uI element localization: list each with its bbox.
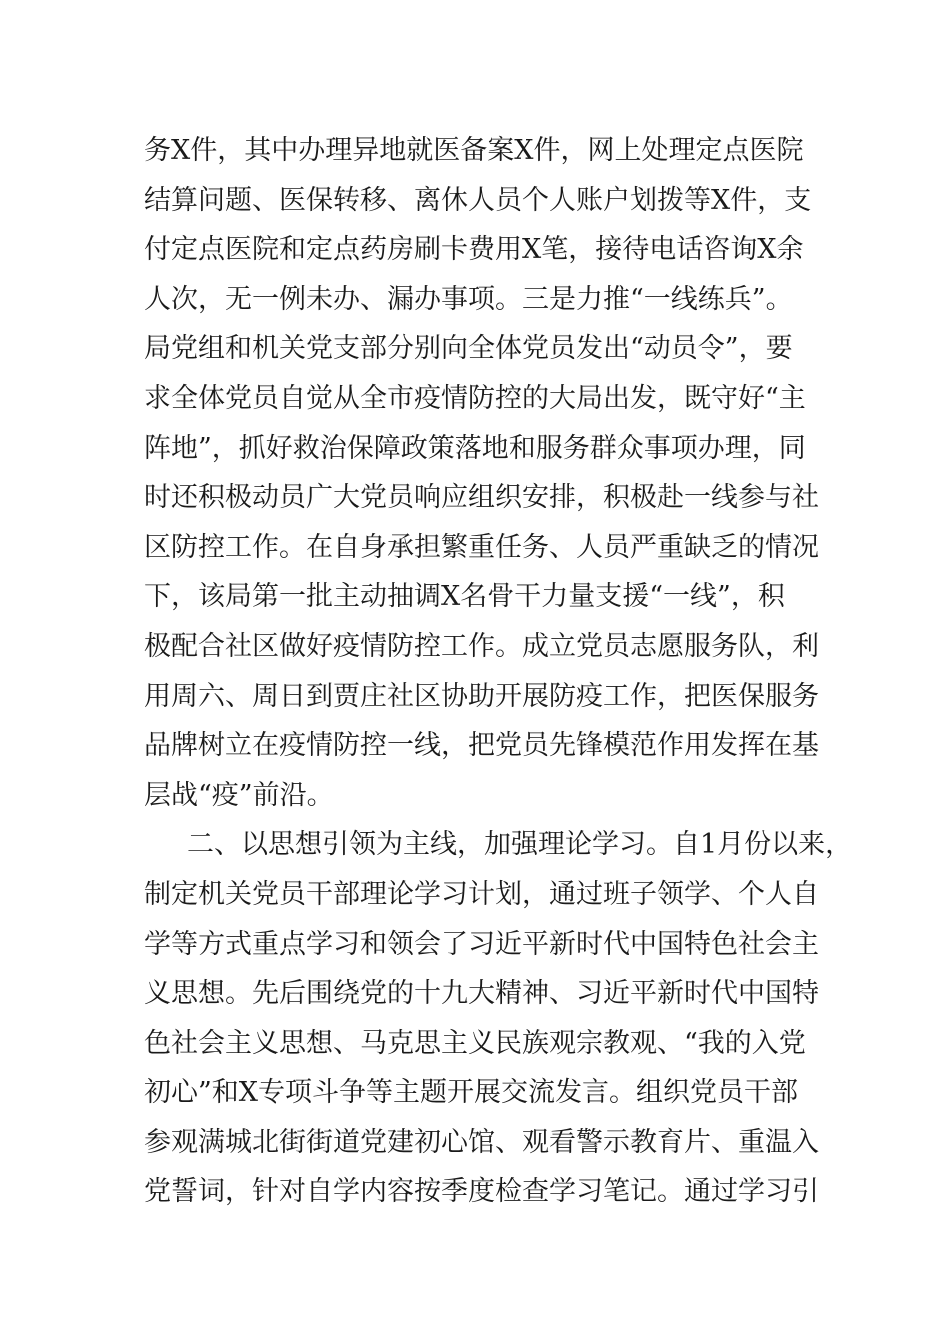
body-text: [144, 126, 853, 1217]
text-line: 层战“疫”前沿。: [144, 779, 334, 811]
text-line: 时还积极动员广大党员响应组织安排，积极赴一线参与社: [144, 482, 819, 514]
text-line: 学等方式重点学习和领会了习近平新时代中国特色社会主: [144, 928, 819, 960]
text-line: 结算问题、医保转移、离休人员个人账户划拨等X件，支: [144, 184, 812, 216]
text-line: 参观满城北街街道党建初心馆、观看警示教育片、重温入: [144, 1126, 819, 1158]
section-heading-line: 二、以思想引领为主线，加强理论学习。自1月份以来，: [187, 829, 853, 861]
text-line: 品牌树立在疫情防控一线，把党员先锋模范作用发挥在基: [144, 730, 819, 762]
text-line: 阵地”，抓好救治保障政策落地和服务群众事项办理，同: [144, 432, 806, 464]
text-line: 色社会主义思想、马克思主义民族观宗教观、“我的入党: [144, 1027, 806, 1059]
text-line: 付定点医院和定点药房刷卡费用X笔，接待电话咨询X余: [144, 234, 804, 266]
text-line: 人次，无一例未办、漏办事项。三是力推“一线练兵”。: [144, 283, 793, 315]
text-line: 局党组和机关党支部分别向全体党员发出“动员令”，要: [144, 333, 793, 365]
text-line: 极配合社区做好疫情防控工作。成立党员志愿服务队，利: [144, 630, 819, 662]
text-line: 下，该局第一批主动抽调X名骨干力量支援“一线”，积: [144, 581, 785, 613]
text-line: 用周六、周日到贾庄社区协助开展防疫工作，把医保服务: [144, 680, 819, 712]
text-line: 义思想。先后围绕党的十九大精神、习近平新时代中国特: [144, 978, 819, 1010]
text-line: 制定机关党员干部理论学习计划，通过班子领学、个人自: [144, 878, 819, 910]
text-line: 求全体党员自觉从全市疫情防控的大局出发，既守好“主: [144, 382, 806, 414]
text-line: 初心”和X专项斗争等主题开展交流发言。组织党员干部: [144, 1077, 799, 1109]
text-line: 党誓词，针对自学内容按季度检查学习笔记。通过学习引: [144, 1176, 819, 1208]
text-line: 务X件，其中办理异地就医备案X件，网上处理定点医院: [144, 135, 804, 166]
text-line: 区防控工作。在自身承担繁重任务、人员严重缺乏的情况: [144, 531, 819, 563]
